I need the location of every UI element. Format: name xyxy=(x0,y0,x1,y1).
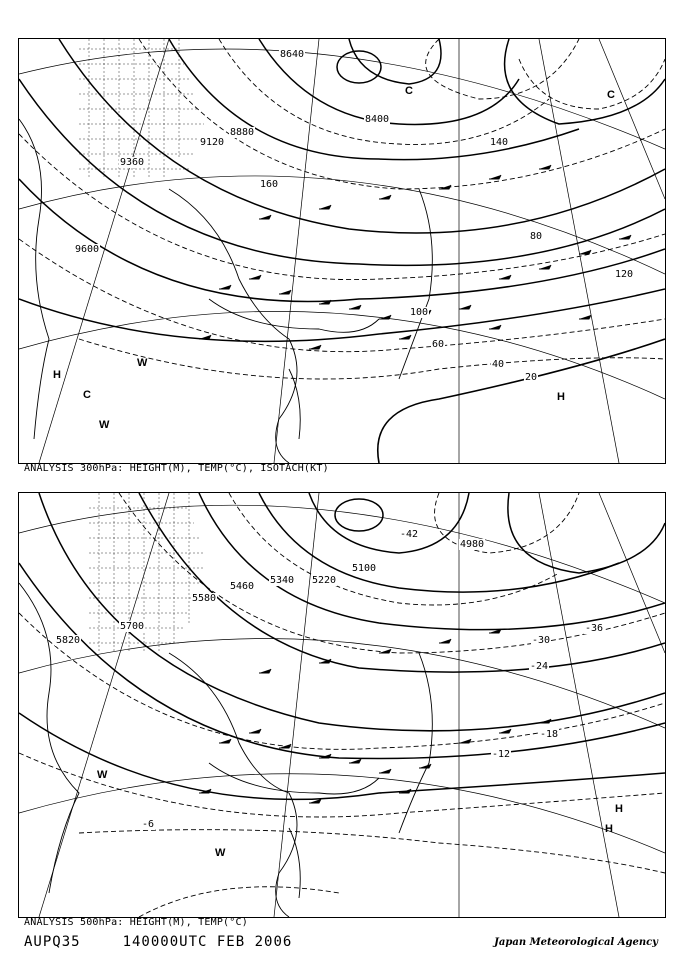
height-label: 5340 xyxy=(270,575,295,586)
temperature-label: -30 xyxy=(532,635,551,646)
valid-time: 140000UTC FEB 2006 xyxy=(122,934,293,950)
height-label: 9360 xyxy=(120,157,145,168)
temperature-label: -36 xyxy=(585,623,604,634)
isotach-label: 120 xyxy=(615,269,634,280)
high-pressure-symbol: H xyxy=(53,369,61,381)
isotach-label: 160 xyxy=(260,179,279,190)
cold-symbol: C xyxy=(405,85,413,97)
isotach-label: 140 xyxy=(490,137,509,148)
temperature-label: -18 xyxy=(540,729,559,740)
chart-identifier xyxy=(24,934,334,950)
height-label: 5220 xyxy=(312,575,337,586)
graticule xyxy=(19,39,665,463)
map-300hpa xyxy=(19,39,665,463)
temperature-label: -42 xyxy=(400,529,419,540)
terrain-hatch xyxy=(89,493,204,653)
height-label: 9120 xyxy=(200,137,225,148)
isotach-label: 20 xyxy=(525,372,538,383)
cold-symbol: C xyxy=(83,389,91,401)
height-label: 5580 xyxy=(192,593,217,604)
isotach-label: 80 xyxy=(530,231,543,242)
warm-symbol: W xyxy=(137,357,148,369)
height-label: 5100 xyxy=(352,563,377,574)
chart-panel-500hpa xyxy=(18,492,666,918)
graticule xyxy=(19,493,665,917)
isotach-label: 100 xyxy=(410,307,429,318)
wind-barbs xyxy=(199,629,551,803)
height-label: 5460 xyxy=(230,581,255,592)
isotach-label: 60 xyxy=(432,339,445,350)
temperature-label: -6 xyxy=(142,819,155,830)
map-500hpa xyxy=(19,493,665,917)
height-label: 8640 xyxy=(280,49,305,60)
wind-barbs xyxy=(199,165,631,349)
warm-symbol: W xyxy=(215,847,226,859)
temperature-label: -12 xyxy=(492,749,511,760)
height-label: 5700 xyxy=(120,621,145,632)
isotach-label: 40 xyxy=(492,359,505,370)
height-label: 4980 xyxy=(460,539,485,550)
temperature-label: -24 xyxy=(530,661,549,672)
cold-symbol: C xyxy=(607,89,615,101)
chart-code: AUPQ35 xyxy=(24,934,81,950)
warm-symbol: W xyxy=(97,769,108,781)
high-pressure-symbol: H xyxy=(557,391,565,403)
temperature-contours xyxy=(19,493,665,917)
coastlines xyxy=(19,119,432,463)
height-contours xyxy=(19,39,665,341)
caption-300hpa: ANALYSIS 300hPa: HEIGHT(M), TEMP(°C), ISOTACH(KT) xyxy=(24,463,329,474)
agency-credit: Japan Meteorological Agency xyxy=(494,937,658,948)
caption-500hpa: ANALYSIS 500hPa: HEIGHT(M), TEMP(°C) xyxy=(24,917,248,928)
height-label: 9600 xyxy=(75,244,100,255)
chart-panel-300hpa xyxy=(18,38,666,464)
high-pressure-symbol: H xyxy=(615,803,623,815)
height-label: 8880 xyxy=(230,127,255,138)
warm-symbol: W xyxy=(99,419,110,431)
high-pressure-symbol: H xyxy=(605,823,613,835)
height-label: 5820 xyxy=(56,635,81,646)
height-label: 8400 xyxy=(365,114,390,125)
isotach-contours xyxy=(19,39,665,379)
